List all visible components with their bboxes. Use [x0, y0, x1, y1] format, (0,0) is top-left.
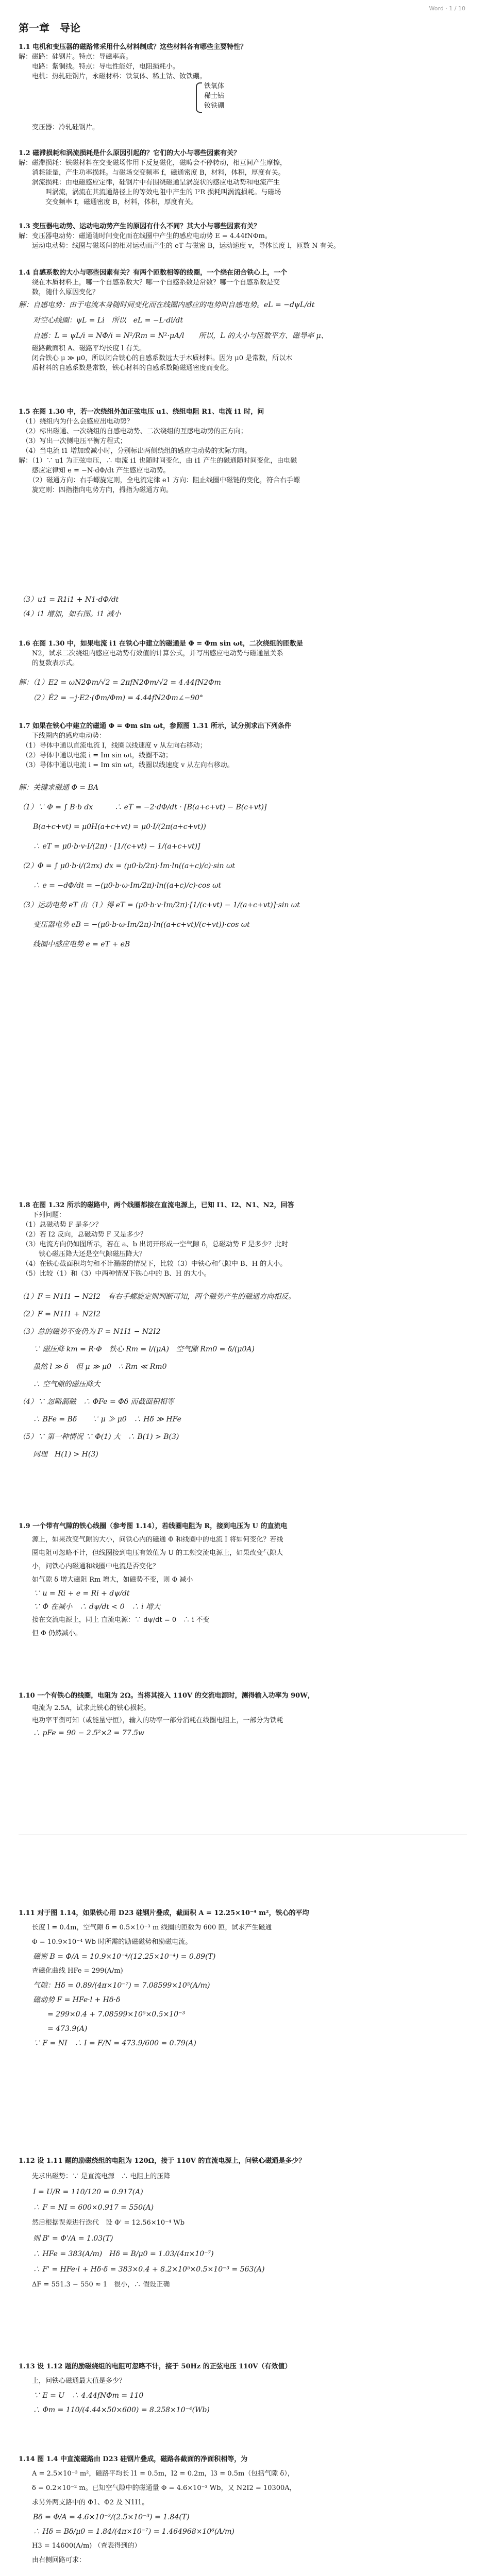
question-1-8-line: 下列问题： [19, 1211, 66, 1219]
question-1-5 [19, 407, 462, 495]
question-1-11-line: Φ = 10.9×10⁻⁴ Wb 时所需的励磁磁势和励磁电流。 [19, 1938, 192, 1946]
question-1-8-sol-line: 虽然 l ≫ δ 但 μ ≫ μ0 ∴ Rm ≪ Rm0 [19, 1363, 167, 1371]
question-1-2-line: 叫涡流，涡流在其流通路径上的等效电阻中产生的 I²R 损耗叫涡流损耗。与磁场 [19, 189, 281, 196]
question-1-5-line: 1.5 在图 1.30 中，若一次绕组外加正弦电压 u1、绕组电阻 R1、电流 i1 时，问 [19, 408, 264, 416]
question-1-13-line: ∵ E = U ∴ 4.44fNΦm = 110 [19, 2392, 144, 2400]
question-1-11-line: ∵ F = NI ∴ I = F/N = 473.9/600 = 0.79(A) [19, 2039, 196, 2047]
brace-item: 钕铁硼 [204, 102, 225, 110]
question-1-7-sol-line: 线圈中感应电势 e = eT + eB [19, 940, 130, 948]
question-1-8-solution [19, 1288, 462, 1463]
question-1-5-line: （2）磁通方向：右手螺旋定则，全电流定律 e1 方向：阻止线圈中磁链的变化，符合右手螺 [19, 477, 300, 484]
question-1-4-line: 1.4 自感系数的大小与哪些因素有关？有两个匝数相等的线圈，一个绕在闭合铁心上，一个 [19, 269, 288, 277]
question-1-3-line: 1.3 变压器电动势、运动电动势产生的原因有什么不同？其大小与哪些因素有关？ [19, 223, 261, 230]
question-1-11-line: 磁密 B = Φ/A = 10.9×10⁻⁴/(12.25×10⁻⁴) = 0.89(T) [19, 1953, 216, 1961]
question-1-3-line: 运动电动势：线圈与磁场间的相对运动而产生的 eT 与磁密 B，运动速度 v，导体长度 l，匝数 N 有关。 [19, 242, 340, 250]
question-1-1-line: 1.1 电机和变压器的磁路常采用什么材料制成？这些材料各有哪些主要特性？ [19, 43, 247, 51]
question-1-12 [19, 2154, 462, 2293]
question-1-2-line: 涡流损耗：由电磁感应定律，硅钢片中有围绕磁通呈涡旋状的感应电动势和电流产生 [19, 179, 280, 187]
question-1-7-sol-line: B(a+c+vt) = μ0H(a+c+vt) = μ0·I/(2π(a+c+vt)) [19, 823, 206, 831]
question-1-8-sol-line: 同理 H(1) > H(3) [19, 1450, 98, 1459]
question-1-12-line: 然后根据误差进行迭代 设 Φ' = 12.56×10⁻⁴ Wb [19, 2219, 185, 2227]
question-1-8-sol-line: （5）∵ 第一种情况 ∵ Φ(1) 大 ∴ B(1) > B(3) [19, 1433, 179, 1441]
question-1-7-line: （3）导体中通以电流 i = Im sin ωt，线圈以线速度 v 从左向右移动。 [19, 761, 234, 769]
question-1-10 [19, 1690, 462, 1739]
brace-list [204, 81, 224, 111]
question-1-9-line: 小，问铁心内磁通和线圈中电流是否变化？ [19, 1563, 160, 1570]
question-1-12-line: 1.12 设 1.11 题的励磁绕组的电阻为 120Ω，接于 110V 的直流电源上，问铁心磁通是多少？ [19, 2157, 306, 2165]
chapter-title: 第一章 导论 [19, 22, 80, 34]
question-1-10-line: 1.10 一个有铁心的线圈，电阻为 2Ω。当将其接入 110V 的交流电源时，测得输入功率为 90W， [19, 1692, 314, 1700]
question-1-8-sol-line: （4）∵ 忽略漏磁 ∴ ΦFe = Φδ 而截面积相等 [19, 1398, 174, 1406]
question-1-11-line: = 299×0.4 + 7.08599×10⁵×0.5×10⁻³ [19, 2010, 186, 2019]
question-1-7-sol-line: 变压器电势 eB = −(μ0·b·ω·Im/2π)·ln((a+c+vt)/(c+vt))·cos ωt [19, 921, 250, 929]
question-1-1 [19, 42, 462, 81]
question-1-11-line: 长度 l = 0.4m，空气隙 δ = 0.5×10⁻³ m 线圈的匝数为 600 匝，试求产生磁通 [19, 1924, 272, 1931]
question-1-10-line: 电流为 2.5A，试求此铁心的铁心损耗。 [19, 1704, 150, 1712]
question-1-4-line: 解：自感电势：由于电流本身随时间变化而在线圈内感应的电势叫自感电势。eL = −dψL/dt [19, 301, 315, 309]
question-1-7-line: （2）导体中通以电流 i = Im sin ωt，线圈不动； [19, 752, 172, 759]
question-1-12-line: 则 B' = Φ'/A = 1.03(T) [19, 2234, 113, 2243]
question-1-2-line: 1.2 磁滞损耗和涡流损耗是什么原因引起的？它们的大小与哪些因素有关？ [19, 149, 241, 157]
question-1-11-line: 磁动势 F = HFe·l + Hδ·δ [19, 1996, 121, 2004]
question-1-13 [19, 2360, 462, 2417]
question-1-14 [19, 2452, 462, 2568]
question-1-5-line: （1）绕组内为什么会感应出电动势？ [19, 418, 133, 426]
question-1-12-line: ΔF = 551.3 − 550 ≈ 1 很小，∴ 假设正确 [19, 2281, 170, 2289]
question-1-7-sol-line: （3）运动电势 eT 由（1）得 eT = (μ0·b·v·Im/2π)·[1/(c+vt) − 1/(a+c+vt)]·sin ωt [19, 901, 300, 909]
brace-item: 铁氧体 [204, 82, 225, 90]
question-1-13-line: ∴ Φm = 110/(4.44×50×600) = 8.258×10⁻⁴(Wb) [19, 2406, 210, 2414]
question-1-6 [19, 639, 462, 668]
question-1-14-line: ∴ Hδ = Bδ/μ0 = 1.84/(4π×10⁻⁷) = 1.464968×10⁶(A/m) [19, 2528, 234, 2536]
question-1-6-sol-line: 解：（1）E2 = ωN2Φm/√2 = 2πfN2Φm/√2 = 4.44fN2Φm [19, 679, 221, 687]
question-1-8-line: （1）总磁动势 F 是多少？ [19, 1221, 103, 1229]
brace-item: 稀土钴 [204, 92, 225, 100]
question-1-4-line: 磁路截面积 A、磁路平均长度 l 有关。 [19, 345, 146, 352]
question-1-4-line: 闭合铁心 μ ≫ μ0，所以闭合铁心的自感系数远大于木质材料。因为 μ0 是常数，所以木 [19, 354, 293, 362]
question-1-1-line: 电机：热轧硅钢片，永磁材料：铁氧体、稀土钴、钕铁硼。 [19, 73, 207, 80]
question-1-12-line: I = U/R = 110/120 = 0.917(A) [19, 2188, 143, 2196]
question-1-8-line: （4）在铁心截面积均匀和不计漏磁的情况下，比较（3）中铁心和气隙中 B、H 的大小。 [19, 1260, 287, 1268]
question-1-6-sol-line: （2）Ė2 = −j·E2·(Φ̇m/Φm) = 4.44fN2Φm∠−90° [19, 694, 204, 702]
question-1-9-line: 接在交流电源上，同上 直流电源：∵ dψ/dt = 0 ∴ i 不变 [19, 1616, 210, 1624]
question-1-5-line: （3）写出一次侧电压平衡方程式； [19, 437, 127, 445]
question-1-10-line: ∴ pFe = 90 − 2.5²×2 = 77.5w [19, 1729, 145, 1737]
question-1-5-line: （2）标出磁通、一次绕组的自感电动势、二次绕组的互感电动势的正方向； [19, 428, 247, 435]
question-1-8-line: （5）比较（1）和（3）中两种情况下铁心中的 B、H 的大小。 [19, 1270, 211, 1278]
question-1-8-line: （2）若 I2 反向，总磁动势 F 又是多少？ [19, 1231, 147, 1239]
question-1-9-line: ∵ Φ 在减小 ∴ dψ/dt < 0 ∴ i 增大 [19, 1603, 160, 1611]
question-1-11-line: 查磁化曲线 HFe = 299(A/m) [19, 1967, 123, 1975]
question-1-1-line: 解：磁路：硅钢片。特点：导磁率高。 [19, 53, 133, 61]
section-divider [19, 1834, 467, 1835]
question-1-11 [19, 1906, 462, 2050]
question-1-10-line: 电功率平衡可知（或能量守恒），输入的功率一部分消耗在线圈电阻上，一部分为铁耗 [19, 1717, 283, 1724]
question-1-2-line: 消耗能量，产生功率损耗。与磁场交变频率 f，磁通密度 B，材料，体积，厚度有关。 [19, 169, 285, 177]
question-1-8-sol-line: （3）总的磁势不变仍为 F = N1I1 − N2I2 [19, 1328, 161, 1336]
question-1-8-sol-line: ∴ 空气隙的磁压降大 [19, 1380, 100, 1388]
question-1-7-line: （1）导体中通以直流电流 I，线圈以线速度 v 从左向右移动； [19, 742, 207, 750]
question-1-4-line: 绕在木质材料上，哪一个自感系数大？哪一个自感系数是常数？哪一个自感系数是变 [19, 279, 280, 286]
question-1-11-line: = 473.9(A) [19, 2025, 88, 2033]
question-1-1-line: 电路：紫铜线。特点：导电性能好，电阻损耗小。 [19, 63, 180, 71]
question-1-14-line: 求另外两支路中的 Φ1、Φ2 及 N1I1。 [19, 2499, 149, 2506]
question-1-2-line: 交变频率 f，磁通密度 B，材料，体积，厚度有关。 [19, 198, 198, 206]
question-1-4-line: 数，随什么原因变化？ [19, 289, 99, 296]
question-1-12-line: 先求出磁势：∵ 是直流电源 ∴ 电阻上的压降 [19, 2173, 171, 2180]
question-1-4-line: 对空心线圈：ψL = Li 所以 eL = −L·di/dt [19, 316, 183, 325]
question-1-6-line: 的复数表示式。 [19, 659, 79, 667]
question-1-8-line: 铁心磁压降大还是空气隙磁压降大？ [19, 1250, 146, 1258]
question-1-2 [19, 148, 462, 207]
question-1-1-end: 变压器：冷轧硅钢片。 [19, 124, 99, 131]
question-1-9-line: 如气隙 δ 增大磁阻 Rm 增大，如磁势不变，则 Φ 减小 [19, 1576, 193, 1584]
question-1-5-line: 旋定则：四指指向电势方向，拇指为磁通方向。 [19, 486, 173, 494]
question-1-9-line: 圈电阻可忽略不计，但线圈接到电压有效值为 U 的工频交流电源上，如果改变气隙大 [19, 1549, 283, 1557]
question-1-13-line: 1.13 设 1.12 题的励磁绕组的电阻可忽略不计，接于 50Hz 的正弦电压 110V（有效值） [19, 2363, 292, 2370]
question-1-5-line: 解：（1）∵ u1 为正弦电压，∴ 电流 i1 也随时间变化，由 i1 产生的磁通随时间变化，由电磁 [19, 457, 297, 465]
question-1-14-line: δ = 0.2×10⁻² m。已知空气隙中的磁通量 Φ = 4.6×10⁻³ Wb，又 N2I2 = 10300A， [19, 2484, 296, 2492]
question-1-7-sol-line: （2）Φ = ∫ μ0·b·i/(2πx) dx = (μ0·b/2π)·Im·ln((a+c)/c)·sin ωt [19, 862, 235, 870]
question-1-8-line: 1.8 在图 1.32 所示的磁路中，两个线圈都接在直流电源上，已知 I1、I2、N1、N2，回答 [19, 1201, 294, 1209]
question-1-2-line: 解：磁滞损耗：铁磁材料在交变磁场作用下反复磁化，磁畴会不停转动，相互间产生摩擦， [19, 159, 287, 167]
question-1-5-eq: （4）i1 增加，如右图。i1 减小 [19, 610, 121, 618]
question-1-14-line: A = 2.5×10⁻³ m²，磁路平均长 l1 = 0.5m，l2 = 0.2m，l3 = 0.5m（包括气隙 δ）， [19, 2470, 294, 2478]
question-1-8-line: （3）电流方向仍如图所示，若在 a、b 出切开形成一空气隙 δ，总磁动势 F 是多少？此时 [19, 1241, 289, 1248]
question-1-8-sol-line: ∴ BFe = Bδ ∵ μ ≫ μ0 ∴ Hδ ≫ HFe [19, 1415, 181, 1423]
question-1-14-line: 由右侧回路可求： [19, 2556, 86, 2564]
question-1-4 [19, 268, 462, 373]
question-1-5-line: 感应定律知 e = −N·dΦ/dt 产生感应电动势。 [19, 467, 170, 474]
question-1-12-line: ∴ F' = HFe·l + Hδ·δ = 383×0.4 + 8.2×10⁵×0.5×10⁻³ = 563(A) [19, 2265, 265, 2274]
question-1-7-line: 1.7 如果在铁心中建立的磁通 Φ = Φm sin ωt，参照图 1.31 所示，试分别求出下列条件 [19, 722, 291, 730]
question-1-3-line: 解：变压器电动势：磁通随时间变化而在线圈中产生的感应电动势 E = 4.44fNΦm。 [19, 232, 272, 240]
question-1-14-line: 1.14 图 1.4 中直流磁路由 D23 硅钢片叠成，磁路各截面的净面积相等，为 [19, 2455, 248, 2463]
question-1-7-solution [19, 778, 462, 954]
question-1-5-line: （4）当电流 i1 增加或减小时，分别标出两侧绕组的感应电动势的实际方向。 [19, 447, 252, 455]
question-1-6-line: 1.6 在图 1.30 中，如果电流 i1 在铁心中建立的磁通是 Φ = Φm sin ωt，二次绕组的匝数是 [19, 640, 303, 648]
question-1-8 [19, 1200, 462, 1279]
question-1-9-line: 1.9 一个带有气隙的铁心线圈（参考图 1.14），若线圈电阻为 R，接到电压为 U 的直流电 [19, 1522, 288, 1530]
question-1-8-sol-line: ∵ 磁压降 km = R·Φ 铁心 Rm = l/(μA) 空气隙 Rm0 = δ/(μ0A) [19, 1345, 255, 1353]
question-1-13-line: 上，问铁心磁通最大值是多少？ [19, 2377, 126, 2385]
question-1-7-sol-line: ∴ e = −dΦ/dt = −(μ0·b·ω·Im/2π)·ln((a+c)/c)·cos ωt [19, 882, 222, 890]
question-1-9-line: 但 Φ 仍然减小。 [19, 1630, 82, 1637]
question-1-14-line: Bδ = Φ/A = 4.6×10⁻³/(2.5×10⁻³) = 1.84(T) [19, 2513, 190, 2521]
question-1-4-line: 自感：L = ψL/i = NΦ/i = N²/Rm = N²·μA/l 所以，L 的大小与匝数平方、磁导率 μ、 [19, 332, 328, 340]
question-1-11-line: 气隙：Hδ = 0.89/(4π×10⁻⁷) = 7.08599×10⁵(A/m) [19, 1981, 210, 1990]
question-1-4-line: 质材料的自感系数是常数，铁心材料的自感系数随磁通密度而变化。 [19, 364, 233, 372]
question-1-7 [19, 721, 462, 770]
question-1-9-line: 源上，如果改变气隙的大小，问铁心内的磁通 Φ 和线圈中的电流 I 将如何变化？若线 [19, 1536, 283, 1544]
question-1-8-sol-line: （2）F = N1I1 + N2I2 [19, 1310, 101, 1318]
question-1-7-sol-line: ∴ eT = μ0·b·v·I/(2π) · [1/(c+vt) − 1/(a+c+vt)] [19, 842, 200, 851]
page-header: Word · 1 / 10 [429, 5, 465, 12]
question-1-7-sol-line: 解：关键求磁通 Φ = BA [19, 784, 98, 792]
question-1-12-line: ∴ HFe = 383(A/m) Hδ = B/μ0 = 1.03/(4π×10⁻⁷) [19, 2250, 214, 2258]
question-1-14-line: H3 = 14600(A/m) （查表得到的） [19, 2542, 141, 2550]
question-1-9-line: ∵ u = Ri + e = Ri + dψ/dt [19, 1589, 130, 1598]
question-1-3 [19, 222, 462, 251]
question-1-5-eq: （3）u1 = R1i1 + N1·dΦ/dt [19, 596, 119, 604]
question-1-12-line: ∴ F = NI = 600×0.917 = 550(A) [19, 2204, 154, 2212]
question-1-6-line: N2，试求二次绕组内感应电动势有效值的计算公式，并写出感应电动势与磁通量关系 [19, 650, 283, 657]
question-1-7-sol-line: （1）∵ Φ = ∫ B·b dx ∴ eT = −2·dΦ/dt · [B(a+c+vt) − B(c+vt)] [19, 803, 267, 811]
question-1-7-line: 下线圈内的感应电动势： [19, 732, 106, 740]
question-1-11-line: 1.11 对于图 1.14，如果铁心用 D23 硅钢片叠成，截面积 A = 12.25×10⁻⁴ m²，铁心的平均 [19, 1909, 309, 1917]
brace-bracket [196, 82, 202, 113]
question-1-9 [19, 1520, 462, 1640]
question-1-5-equations [19, 592, 462, 621]
question-1-8-sol-line: （1）F = N1I1 − N2I2 有右手螺旋定则判断可知，两个磁势产生的磁通方向相反。 [19, 1293, 296, 1301]
question-1-6-solution [19, 675, 462, 706]
